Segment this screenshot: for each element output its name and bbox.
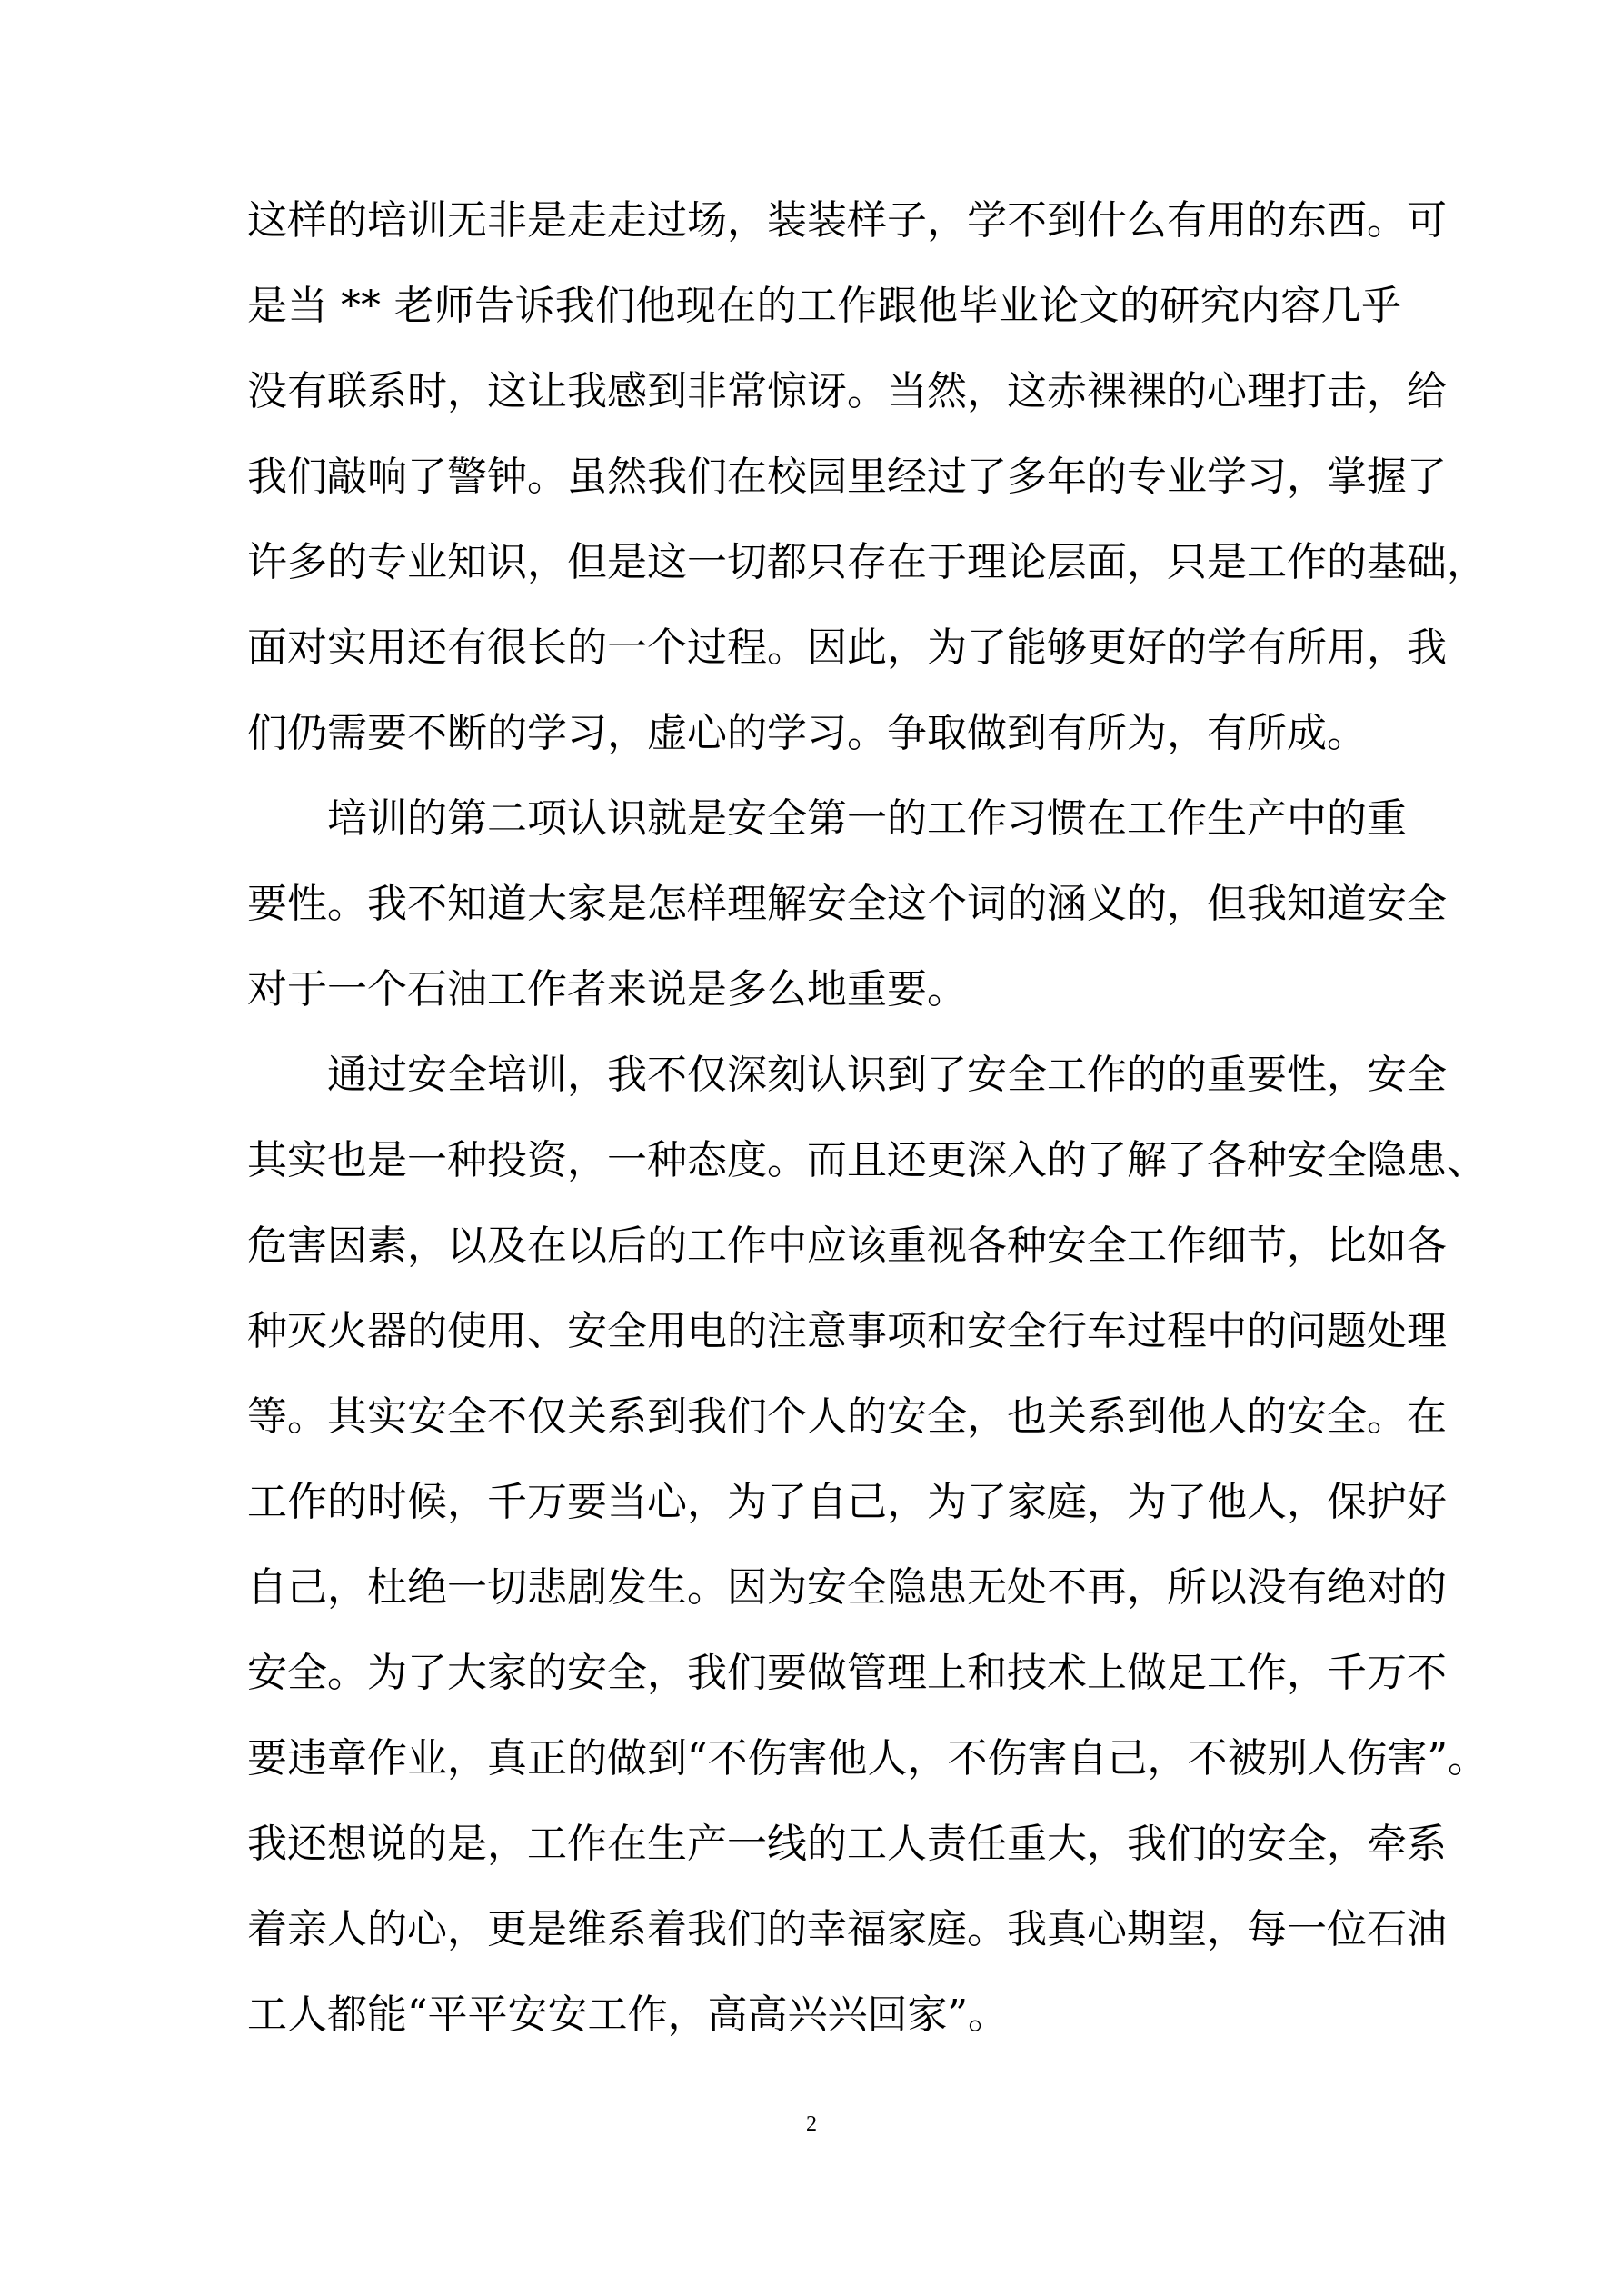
text-line: 工作的时候，千万要当心，为了自己，为了家庭，为了他人，保护好: [247, 1479, 1447, 1525]
text-line: 面对实用还有很长的一个过程。因此，为了能够更好的学有所用，我: [247, 624, 1447, 671]
text-line: 工人都能“平平安安工作，高高兴兴回家”。: [247, 1992, 1008, 2038]
text-line: 培训的第二项认识就是安全第一的工作习惯在工作生产中的重: [327, 795, 1407, 842]
text-line: 没有联系时，这让我感到非常惊讶。当然，这赤裸裸的心理打击，给: [247, 368, 1447, 414]
text-line: 要违章作业，真正的做到“不伤害他人，不伤害自己，不被别人伤害”。: [247, 1735, 1488, 1782]
text-line: 我还想说的是，工作在生产一线的工人责任重大，我们的安全，牵系: [247, 1821, 1447, 1867]
text-line: 危害因素，以及在以后的工作中应该重视各种安全工作细节，比如各: [247, 1223, 1447, 1269]
text-line: 对于一个石油工作者来说是多么地重要。: [247, 966, 967, 1013]
text-line: 们仍需要不断的学习，虚心的学习。争取做到有所为，有所成。: [247, 710, 1367, 756]
text-line: 自己，杜绝一切悲剧发生。因为安全隐患无处不再，所以没有绝对的: [247, 1564, 1447, 1611]
body-text: [247, 178, 1488, 2058]
text-line: 着亲人的心，更是维系着我们的幸福家庭。我真心期望，每一位石油: [247, 1906, 1447, 1952]
text-line: 我们敲响了警钟。虽然我们在校园里经过了多年的专业学习，掌握了: [247, 454, 1447, 500]
text-line: 其实也是一种投资，一种态度。而且还更深入的了解了各种安全隐患、: [247, 1137, 1487, 1183]
text-line: 种灭火器的使用、安全用电的注意事项和安全行车过程中的问题处理: [247, 1308, 1447, 1354]
text-line: 等。其实安全不仅关系到我们个人的安全，也关系到他人的安全。在: [247, 1393, 1447, 1440]
text-line: 通过安全培训，我不仅深刻认识到了安全工作的的重要性，安全: [327, 1052, 1447, 1098]
text-line: 是当 ** 老师告诉我们他现在的工作跟他毕业论文的研究内容几乎: [247, 283, 1401, 329]
text-line: 许多的专业知识，但是这一切都只存在于理论层面，只是工作的基础，: [247, 539, 1487, 585]
text-line: 这样的培训无非是走走过场，装装样子，学不到什么有用的东西。可: [247, 197, 1447, 244]
page-number: 2: [806, 2112, 817, 2136]
text-line: 安全。为了大家的安全，我们要做管理上和技术上做足工作，千万不: [247, 1650, 1447, 1696]
text-line: 要性。我不知道大家是怎样理解安全这个词的涵义的，但我知道安全: [247, 881, 1447, 927]
